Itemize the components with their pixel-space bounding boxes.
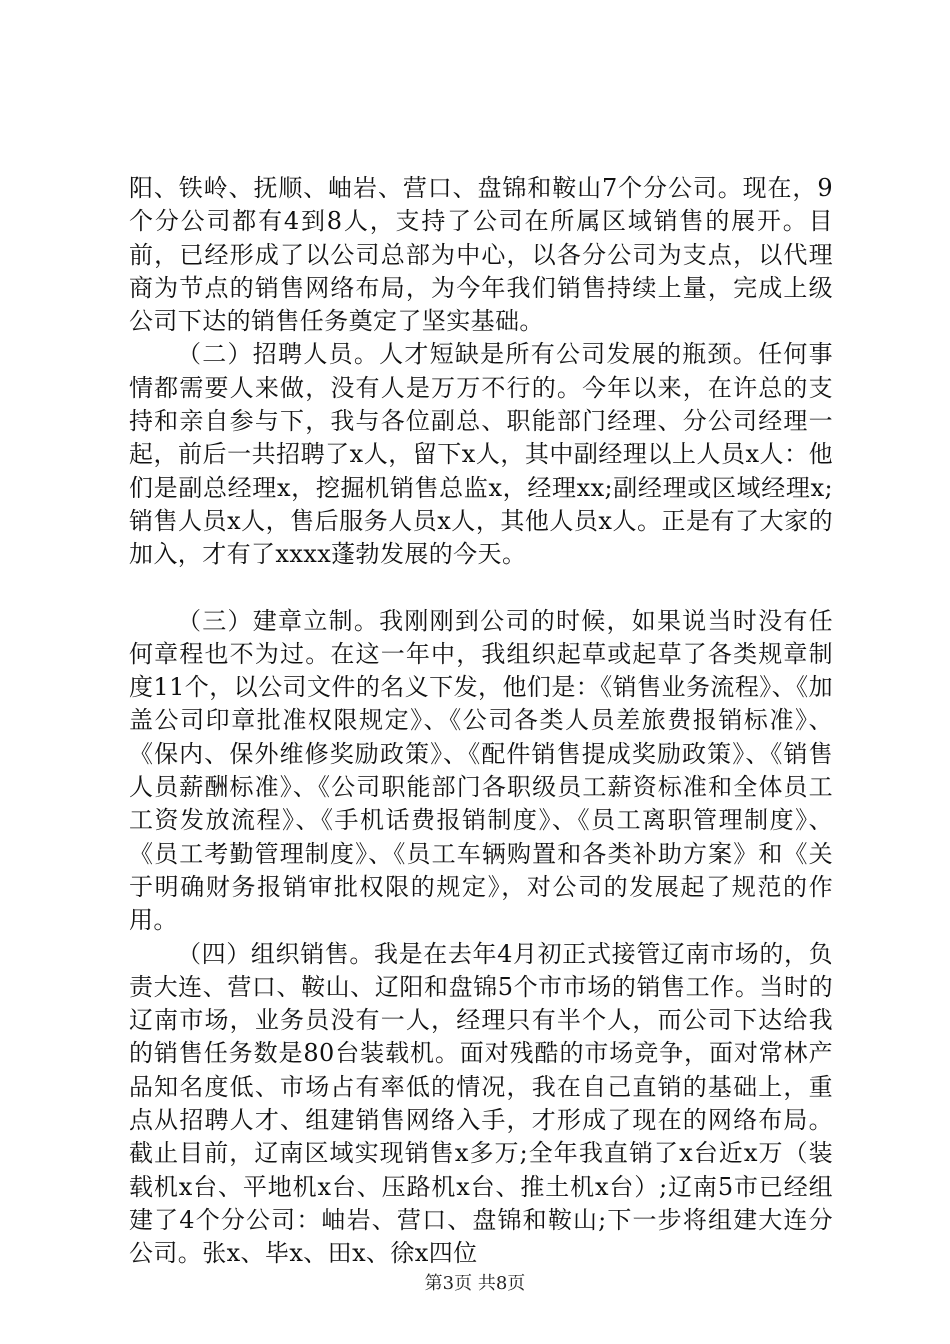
paragraph-sales: （四）组织销售。我是在去年4月初正式接管辽南市场的，负责大连、营口、鞍山、辽阳和盘锦5个市市场的销售工作。当时的辽南市场，业务员没有一人，经理只有半个人，而公司下达给我的销售任务数是80台装载机。面对残酷的市场竞争，面对常林产品知名度低、市场占有率低的情况，我在自己直销的基础上，重点从招聘人才、组建销售网络入手，才形成了现在的网络布局。截止目前，辽南区域实现销售x多万;全年我直销了x台近x万（装载机x台、平地机x台、压路机x台、推土机x台）;辽南5市已经组建了4个分公司：岫岩、营口、盘锦和鞍山;下一步将组建大连分公司。张x、毕x、田x、徐x四位 <box>129 939 833 1268</box>
paragraph-continuation: 阳、铁岭、抚顺、岫岩、营口、盘锦和鞍山7个分公司。现在，9个分公司都有4到8人，支持了公司在所属区域销售的展开。目前，已经形成了以公司总部为中心，以各分公司为支点，以代理商为节点的销售网络布局，为今年我们销售持续上量，完成上级公司下达的销售任务奠定了坚实基础。 <box>129 174 833 336</box>
document-body <box>129 172 833 1271</box>
paragraph-regulations: （三）建章立制。我刚刚到公司的时候，如果说当时没有任何章程也不为过。在这一年中，我组织起草或起草了各类规章制度11个，以公司文件的名义下发，他们是：《销售业务流程》、《加盖公司印章批准权限规定》、《公司各类人员差旅费报销标准》、《保内、保外维修奖励政策》、《配件销售提成奖励政策》、《销售人员薪酬标准》、《公司职能部门各职级员工薪资标准和全体员工工资发放流程》、《手机话费报销制度》、《员工离职管理制度》、《员工考勤管理制度》、《员工车辆购置和各类补助方案》和《关于明确财务报销审批权限的规定》，对公司的发展起了规范的作用。 <box>129 606 833 935</box>
page-footer: 第3页 共8页 <box>424 1273 526 1294</box>
paragraph-recruitment: （二）招聘人员。人才短缺是所有公司发展的瓶颈。任何事情都需要人来做，没有人是万万不行的。今年以来，在许总的支持和亲自参与下，我与各位副总、职能部门经理、分公司经理一起，前后一共招聘了x人，留下x人，其中副经理以上人员x人：他们是副总经理x，挖掘机销售总监x，经理xx;副经理或区域经理x;销售人员x人，售后服务人员x人，其他人员x人。正是有了大家的加入，才有了xxxx蓬勃发展的今天。 <box>129 340 833 569</box>
